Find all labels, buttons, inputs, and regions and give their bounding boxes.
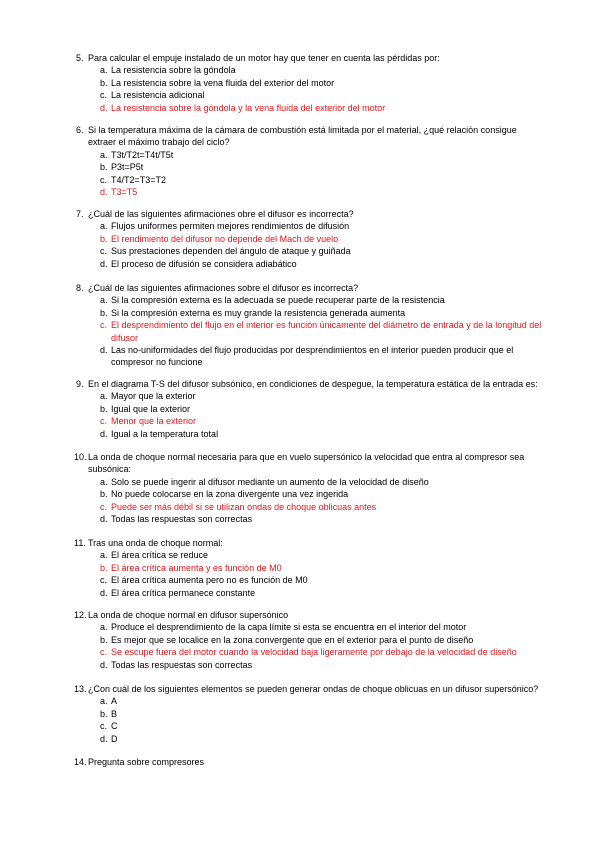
option-a: a. Produce el desprendimiento de la capa límite si esta se encuentra en el interior del motor <box>100 622 467 633</box>
question-text: Si la temperatura máxima de la cámara de combustión está limitada por el material, ¿qué relación consigue extraer el máximo trabajo del ciclo? <box>88 125 517 148</box>
question-number: 5. <box>76 53 84 63</box>
option-b: b. La resistencia sobre la vena fluida del exterior del motor <box>100 77 335 88</box>
option-a: a. Si la compresión externa es la adecuada se puede recuperar parte de la resistencia <box>100 295 445 306</box>
option-b: b. Igual que la exterior <box>100 403 191 414</box>
question-text: ¿Cuál de las siguientes afirmaciones sobre el difusor es incorrecta? <box>88 283 359 293</box>
question-text: ¿Cuál de las siguientes afirmaciones obre el difusor es incorrecta? <box>88 209 354 219</box>
option-b-correct: b. El rendimiento del difusor no depende del Mach de vuelo <box>100 233 339 244</box>
option-b: b. P3t=P5t <box>100 162 144 173</box>
option-a: a. Flujos uniformes permiten mejores rendimientos de difusión <box>100 221 350 232</box>
option-a: a. Mayor que la exterior <box>100 391 196 402</box>
question-text: Para calcular el empuje instalado de un motor hay que tener en cuenta las pérdidas por: <box>88 53 440 63</box>
option-d: d. Igual a la temperatura total <box>100 428 219 439</box>
question-number: 14. <box>74 757 87 767</box>
option-c: c. T4/T2=T3=T2 <box>100 174 167 185</box>
option-c: c. Sus prestaciones dependen del ángulo de ataque y guiñada <box>100 246 351 257</box>
question-text: La onda de choque normal necesaria para que en vuelo supersónico la velocidad que entra al compresor sea subsónica: <box>88 452 525 475</box>
option-c-correct: c. Puede ser más débil si se utilizan ondas de choque oblicuas antes <box>100 501 377 512</box>
question-11 <box>76 537 546 599</box>
option-b: b. Es mejor que se localice en la zona convergente que en el exterior para el punto de diseño <box>100 634 474 645</box>
option-d: d. D <box>100 733 118 744</box>
option-a: a. A <box>100 696 118 707</box>
option-a: a. Solo se puede ingerir al difusor mediante un aumento de la velocidad de diseño <box>100 476 429 487</box>
question-12 <box>76 609 546 671</box>
question-number: 11. <box>74 538 86 548</box>
question-text: La onda de choque normal en difusor supersónico <box>88 610 289 620</box>
option-a: a. La resistencia sobre la góndola <box>100 65 236 76</box>
question-14 <box>76 756 546 768</box>
option-c-correct: c. Se escupe fuera del motor cuando la velocidad baja ligeramente por debajo de la velocidad de diseño <box>100 647 517 658</box>
option-c-correct: c. Menor que la exterior <box>100 416 197 427</box>
question-13 <box>76 683 546 745</box>
option-d: d. El área crítica permanece constante <box>100 587 256 598</box>
option-c: c. C <box>100 721 118 732</box>
option-a: a. El área crítica se reduce <box>100 550 209 561</box>
question-number: 10. <box>74 452 87 462</box>
question-7 <box>76 208 546 270</box>
option-d: d. Las no-uniformidades del flujo producidas por desprendimientos en el interior pueden producir que el compresor no funcione <box>100 345 514 368</box>
question-text: Tras una onda de choque normal: <box>88 538 223 548</box>
option-d-correct: d. T3=T5 <box>100 187 138 198</box>
question-number: 9. <box>76 379 84 389</box>
option-d-correct: d. La resistencia sobre la góndola y la vena fluida del exterior del motor <box>100 102 386 113</box>
option-d: d. Todas las respuestas son correctas <box>100 514 253 525</box>
option-b-correct: b. El área crítica aumenta y es función de M0 <box>100 562 282 573</box>
option-b: b. B <box>100 708 118 719</box>
question-number: 7. <box>76 209 84 219</box>
option-a: a. T3t/T2t=T4t/T5t <box>100 149 174 160</box>
question-9 <box>76 378 546 440</box>
option-b: b. No puede colocarse en la zona divergente una vez ingerida <box>100 489 349 500</box>
question-6 <box>76 124 546 198</box>
option-d: d. Todas las respuestas son correctas <box>100 659 253 670</box>
option-d: d. El proceso de difusión se considera adiabático <box>100 258 297 269</box>
question-number: 8. <box>76 283 84 293</box>
option-c-correct: c. El desprendimiento del flujo en el interior es función únicamente del diámetro de entrada y de la longitud del difusor <box>100 320 542 343</box>
option-c: c. El área crítica aumenta pero no es función de M0 <box>100 575 308 586</box>
question-text: ¿Con cuál de los siguientes elementos se pueden generar ondas de choque oblicuas en un difusor supersónico? <box>88 684 539 694</box>
question-8 <box>76 282 546 369</box>
option-b: b. Si la compresión externa es muy grande la resistencia generada aumenta <box>100 307 406 318</box>
question-number: 6. <box>76 125 84 135</box>
option-c: c. La resistencia adicional <box>100 90 205 101</box>
question-10 <box>76 451 546 525</box>
question-number: 12. <box>74 610 87 620</box>
question-number: 13. <box>74 684 87 694</box>
question-text: En el diagrama T-S del difusor subsónico, en condiciones de despegue, la temperatura estática de la entrada es: <box>88 379 538 389</box>
question-5 <box>76 52 546 114</box>
question-text: Pregunta sobre compresores <box>88 757 205 767</box>
